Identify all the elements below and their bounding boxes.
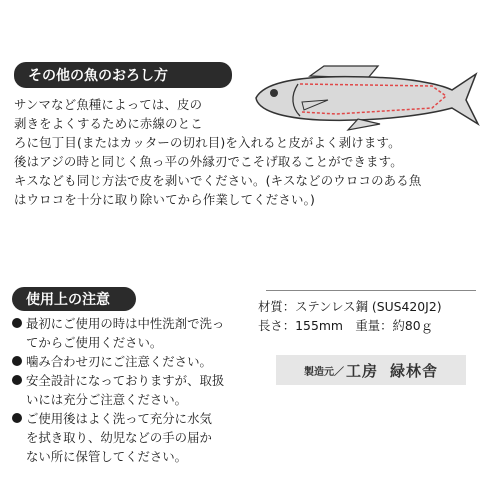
list-item [12, 314, 247, 352]
section-title: 使用上の注意 [26, 292, 110, 308]
bullet-icon [12, 356, 22, 366]
text-line: てからご使用ください。 [26, 335, 163, 350]
text-line: ご使用後はよく洗って充分に水気 [26, 411, 212, 426]
manufacturer-label [276, 355, 466, 385]
list-item [12, 371, 247, 409]
other-fish-description [14, 95, 494, 209]
manufacturer-name-part-1: 工房 [345, 361, 378, 380]
section-header-usage-notes [12, 287, 136, 311]
text-line: 剥きをよくするために赤線のとこ [14, 116, 203, 131]
list-item [12, 409, 247, 466]
text-line: はウロコを十分に取り除いてから作業してください。) [14, 192, 316, 207]
text-line: 最初にご使用の時は中性洗剤で洗っ [26, 316, 225, 331]
section-title: その他の魚のおろし方 [28, 68, 168, 84]
spec-size-weight: 長さ：155mm 重量：約80ｇ [258, 318, 434, 333]
list-item [12, 352, 247, 371]
text-line: ろに包丁目(またはカッターの切れ目)を入れると皮がよく剥けます。 [14, 135, 401, 150]
bullet-icon [12, 318, 22, 328]
text-line: を拭き取り、幼児などの手の届か [26, 430, 212, 445]
text-line: サンマなど魚種によっては、皮の [14, 97, 203, 112]
text-line: いには充分ご注意ください。 [26, 392, 188, 407]
manufacturer-name-part-2: 緑林舎 [390, 361, 439, 380]
spec-material: 材質：ステンレス鋼 (SUS420J2) [258, 299, 442, 314]
bullet-icon [12, 413, 22, 423]
bullet-icon [12, 375, 22, 385]
text-line: 安全設計になっておりますが、取扱 [26, 373, 225, 388]
text-line: ない所に保管してください。 [26, 449, 188, 464]
divider [266, 290, 476, 291]
section-header-other-fish [14, 62, 232, 88]
usage-notes-list [12, 314, 247, 466]
text-line: 後はアジの時と同じく魚っ平の外縁刃でこそげ取ることができます。 [14, 154, 403, 169]
manufacturer-prefix: 製造元／ [303, 366, 344, 378]
text-line: キスなども同じ方法で皮を剥いでください。(キスなどのウロコのある魚 [14, 173, 422, 188]
text-line: 噛み合わせ刃にご注意ください。 [26, 354, 212, 369]
